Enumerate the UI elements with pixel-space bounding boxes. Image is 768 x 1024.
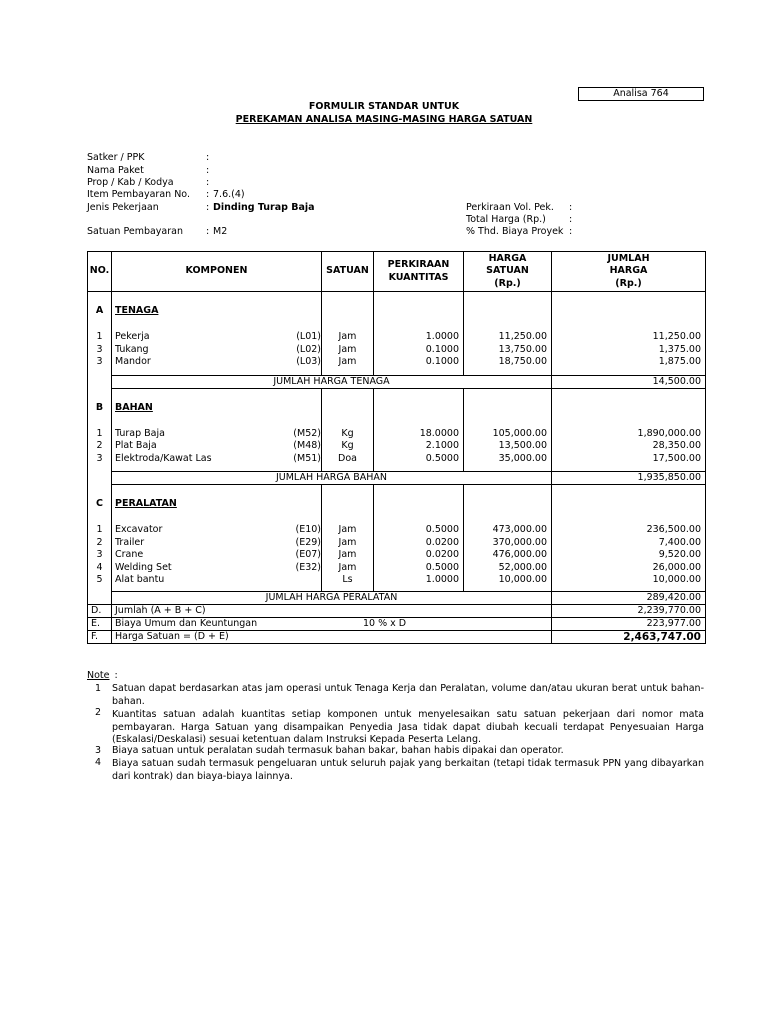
prop-colon: :	[206, 177, 210, 188]
satuan-pembayaran-value: M2	[213, 226, 228, 237]
form-title: FORMULIR STANDAR UNTUK	[308, 101, 460, 112]
header-satuan: SATUAN	[322, 252, 374, 292]
subtotal-row-peralatan: JUMLAH HARGA PERALATAN 289,420.00	[88, 591, 706, 604]
satker-label: Satker / PPK	[87, 152, 145, 163]
analisa-number-box: Analisa 764	[578, 87, 704, 101]
section-name: PERALATAN	[112, 497, 322, 511]
table-row: 3 Elektroda/Kawat Las (M51) Doa 0.5000 35,000.00 17,500.00	[88, 452, 706, 465]
table-row: 3 Tukang (L02) Jam 0.1000 13,750.00 1,375.00	[88, 343, 706, 356]
nama-paket-label: Nama Paket	[87, 165, 144, 176]
jenis-pekerjaan-value: Dinding Turap Baja	[213, 202, 315, 213]
table-header	[88, 252, 706, 292]
section-letter: B	[88, 400, 112, 414]
perkiraan-vol-colon: :	[569, 202, 573, 213]
header-komponen: KOMPONEN	[112, 252, 322, 292]
note-item-3: 3 Biaya satuan untuk peralatan sudah termasuk bahan bakar, bahan habis dipakai dan operator.	[94, 745, 564, 756]
table-row: 5 Alat bantu Ls 1.0000 10,000.00 10,000.00	[88, 574, 706, 587]
table-row: 2 Plat Baja (M48) Kg 2.1000 13,500.00 28,350.00	[88, 440, 706, 453]
section-c-header	[88, 497, 706, 511]
note-item-4: 4 Biaya satuan sudah termasuk pengeluaran untuk seluruh pajak yang berkaitan (tetapi tidak termasuk PPN yang dibayarkan dari kontrak) dan biaya-biaya lainnya.	[94, 757, 704, 782]
item-pembayaran-label: Item Pembayaran No.	[87, 189, 190, 200]
total-harga-colon: :	[569, 214, 573, 225]
total-harga-label: Total Harga (Rp.)	[466, 214, 546, 225]
note-item-1: 1 Satuan dapat berdasarkan atas jam operasi untuk Tenaga Kerja dan Peralatan, volume dan/atau ukuran berat untuk bahan-bahan.	[94, 683, 704, 707]
jenis-pekerjaan-colon: :	[206, 202, 210, 213]
header-no: NO.	[88, 252, 112, 292]
section-letter: C	[88, 497, 112, 511]
table-row: 3 Mandor (L03) Jam 0.1000 18,750.00 1,875.00	[88, 356, 706, 369]
section-name: BAHAN	[112, 400, 322, 414]
satuan-pembayaran-label: Satuan Pembayaran	[87, 226, 183, 237]
prop-label: Prop / Kab / Kodya	[87, 177, 174, 188]
form-subtitle: PEREKAMAN ANALISA MASING-MASING HARGA SATUAN	[235, 114, 533, 125]
table-row: 1 Pekerja (L01) Jam 1.0000 11,250.00 11,250.00	[88, 331, 706, 344]
analysis-table	[87, 251, 706, 644]
table-row: 3 Crane (E07) Jam 0.0200 476,000.00 9,520.00	[88, 549, 706, 562]
table-row: 4 Welding Set (E32) Jam 0.5000 52,000.00 26,000.00	[88, 561, 706, 574]
subtotal-row-tenaga: JUMLAH HARGA TENAGA 14,500.00	[88, 375, 706, 388]
perkiraan-vol-label: Perkiraan Vol. Pek.	[466, 202, 554, 213]
persen-biaya-colon: :	[569, 226, 573, 237]
persen-biaya-label: % Thd. Biaya Proyek	[466, 226, 564, 237]
nama-paket-colon: :	[206, 165, 210, 176]
header-kuantitas: PERKIRAAN KUANTITAS	[374, 252, 464, 292]
note-heading: Note :	[87, 670, 118, 681]
item-pembayaran-value: 7.6.(4)	[213, 189, 245, 200]
satuan-pembayaran-colon: :	[206, 226, 210, 237]
section-a-header	[88, 304, 706, 318]
header-jumlah-harga: JUMLAH HARGA (Rp.)	[552, 252, 706, 292]
table-row: 1 Excavator (E10) Jam 0.5000 473,000.00 236,500.00	[88, 524, 706, 537]
total-row-f: F. Harga Satuan = (D + E) 2,463,747.00	[88, 630, 706, 643]
total-row-e: E. Biaya Umum dan Keuntungan 10 % x D 223,977.00	[88, 617, 706, 630]
total-row-d: D. Jumlah (A + B + C) 2,239,770.00	[88, 604, 706, 617]
jenis-pekerjaan-label: Jenis Pekerjaan	[87, 202, 159, 213]
header-harga-satuan: HARGA SATUAN (Rp.)	[464, 252, 552, 292]
item-pembayaran-colon: :	[206, 189, 210, 200]
subtotal-row-bahan: JUMLAH HARGA BAHAN 1,935,850.00	[88, 472, 706, 485]
section-name: TENAGA	[112, 304, 322, 318]
satker-colon: :	[206, 152, 210, 163]
table-row: 1 Turap Baja (M52) Kg 18.0000 105,000.00 1,890,000.00	[88, 427, 706, 440]
note-item-2: 2 Kuantitas satuan adalah kuantitas setiap komponen untuk menyelesaikan satu satuan pekerjaan dari nomor mata pembayaran. Harga Satuan yang disampaikan Penyedia Jasa tidak dapat diubah kecuali terdapat Penyesuaian Harga (Eskalasi/Deskalasi) sesuai ketentuan dalam Instruksi Kepada Peserta Lelang.	[94, 707, 704, 745]
section-b-header	[88, 400, 706, 414]
table-row: 2 Trailer (E29) Jam 0.0200 370,000.00 7,400.00	[88, 536, 706, 549]
section-letter: A	[88, 304, 112, 318]
